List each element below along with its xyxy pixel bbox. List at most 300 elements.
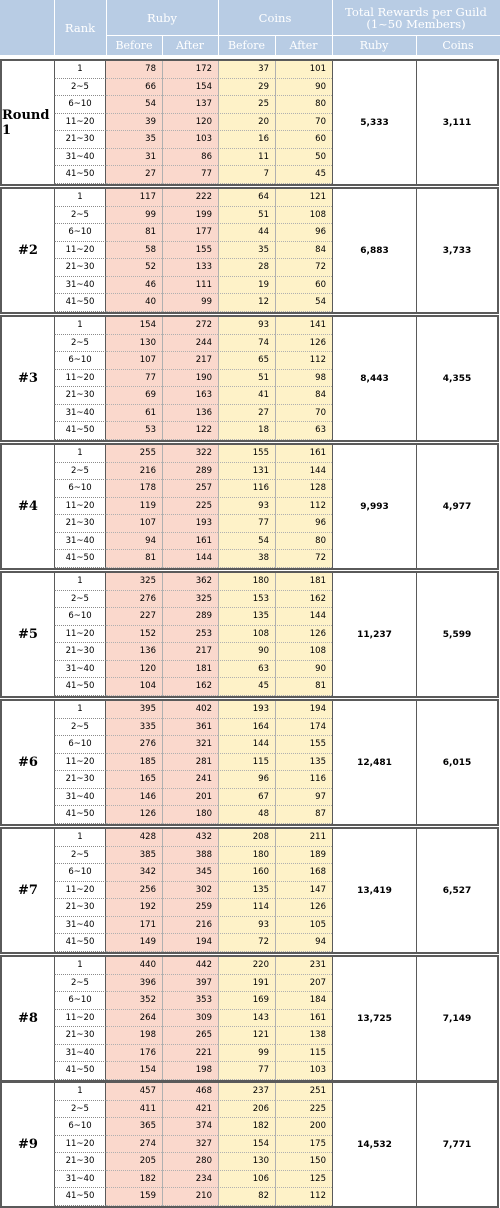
ruby-after-cell: 322 bbox=[162, 445, 218, 463]
total-coins-value: 4,355 bbox=[442, 373, 472, 384]
ruby-after-cell: 133 bbox=[162, 259, 218, 277]
ruby-before-cell: 61 bbox=[106, 405, 162, 423]
coins-after-cell: 200 bbox=[275, 1118, 332, 1136]
total-coins-value: 5,599 bbox=[442, 629, 472, 640]
coins-after-cell: 96 bbox=[275, 515, 332, 533]
column-divider bbox=[218, 829, 219, 952]
ruby-before-cell: 66 bbox=[106, 79, 162, 97]
ruby-before-cell: 35 bbox=[106, 131, 162, 149]
coins-before-cell: 25 bbox=[218, 96, 275, 114]
ruby-after-cell: 257 bbox=[162, 480, 218, 498]
coins-after-cell: 141 bbox=[275, 317, 332, 335]
round-block bbox=[0, 59, 500, 186]
coins-after-cell: 63 bbox=[275, 422, 332, 440]
header-coins-after: After bbox=[275, 36, 332, 55]
column-divider bbox=[275, 445, 276, 568]
ruby-after-cell: 281 bbox=[162, 754, 218, 772]
ruby-after-cell: 442 bbox=[162, 957, 218, 975]
ruby-after-cell: 468 bbox=[162, 1083, 218, 1101]
coins-after-cell: 138 bbox=[275, 1027, 332, 1045]
ruby-after-cell: 99 bbox=[162, 294, 218, 312]
ruby-before-cell: 54 bbox=[106, 96, 162, 114]
coins-after-cell: 125 bbox=[275, 1171, 332, 1189]
rank-cell: 31~40 bbox=[54, 917, 106, 935]
ruby-before-cell: 77 bbox=[106, 370, 162, 388]
coins-after-cell: 101 bbox=[275, 61, 332, 79]
header-rank: Rank bbox=[54, 0, 106, 55]
round-label: #5 bbox=[18, 627, 38, 642]
round-label: #8 bbox=[18, 1011, 38, 1026]
rank-cell: 2~5 bbox=[54, 79, 106, 97]
rank-cell: 21~30 bbox=[54, 515, 106, 533]
column-divider bbox=[218, 189, 219, 312]
column-divider bbox=[162, 829, 163, 952]
column-divider bbox=[218, 317, 219, 440]
round-block bbox=[0, 315, 500, 442]
rank-cell: 11~20 bbox=[54, 1136, 106, 1154]
coins-before-cell: 35 bbox=[218, 242, 275, 260]
coins-after-cell: 194 bbox=[275, 701, 332, 719]
total-coins-value: 3,733 bbox=[442, 245, 472, 256]
coins-after-cell: 161 bbox=[275, 1010, 332, 1028]
coins-before-cell: 135 bbox=[218, 882, 275, 900]
ruby-before-cell: 146 bbox=[106, 789, 162, 807]
ruby-before-cell: 185 bbox=[106, 754, 162, 772]
ruby-before-cell: 411 bbox=[106, 1101, 162, 1119]
coins-before-cell: 65 bbox=[218, 352, 275, 370]
round-label: #3 bbox=[18, 371, 38, 386]
coins-after-cell: 103 bbox=[275, 1062, 332, 1080]
coins-before-cell: 74 bbox=[218, 335, 275, 353]
ruby-before-cell: 152 bbox=[106, 626, 162, 644]
rank-cell: 41~50 bbox=[54, 550, 106, 568]
ruby-before-cell: 94 bbox=[106, 533, 162, 551]
coins-before-cell: 19 bbox=[218, 277, 275, 295]
round-label: #6 bbox=[18, 755, 38, 770]
coins-before-cell: 51 bbox=[218, 207, 275, 225]
round-block bbox=[0, 699, 500, 826]
rank-cell: 11~20 bbox=[54, 242, 106, 260]
ruby-after-cell: 222 bbox=[162, 189, 218, 207]
rank-cell: 31~40 bbox=[54, 1171, 106, 1189]
coins-before-cell: 154 bbox=[218, 1136, 275, 1154]
coins-before-cell: 90 bbox=[218, 643, 275, 661]
ruby-before-cell: 165 bbox=[106, 771, 162, 789]
ruby-after-cell: 289 bbox=[162, 463, 218, 481]
coins-before-cell: 108 bbox=[218, 626, 275, 644]
rank-cell: 11~20 bbox=[54, 754, 106, 772]
ruby-before-cell: 264 bbox=[106, 1010, 162, 1028]
coins-before-cell: 93 bbox=[218, 498, 275, 516]
ruby-after-cell: 162 bbox=[162, 678, 218, 696]
coins-after-cell: 189 bbox=[275, 847, 332, 865]
coins-after-cell: 45 bbox=[275, 166, 332, 184]
ruby-before-cell: 52 bbox=[106, 259, 162, 277]
ruby-after-cell: 221 bbox=[162, 1045, 218, 1063]
coins-after-cell: 108 bbox=[275, 207, 332, 225]
rank-cell: 21~30 bbox=[54, 643, 106, 661]
coins-after-cell: 168 bbox=[275, 864, 332, 882]
ruby-after-cell: 397 bbox=[162, 975, 218, 993]
rank-cell: 6~10 bbox=[54, 1118, 106, 1136]
coins-before-cell: 180 bbox=[218, 847, 275, 865]
rank-cell: 2~5 bbox=[54, 335, 106, 353]
coins-before-cell: 93 bbox=[218, 917, 275, 935]
coins-after-cell: 211 bbox=[275, 829, 332, 847]
rank-cell: 31~40 bbox=[54, 661, 106, 679]
coins-after-cell: 126 bbox=[275, 335, 332, 353]
total-ruby-value: 8,443 bbox=[360, 373, 389, 384]
ruby-before-cell: 205 bbox=[106, 1153, 162, 1171]
ruby-after-cell: 111 bbox=[162, 277, 218, 295]
ruby-after-cell: 136 bbox=[162, 405, 218, 423]
ruby-before-cell: 198 bbox=[106, 1027, 162, 1045]
ruby-before-cell: 46 bbox=[106, 277, 162, 295]
ruby-before-cell: 81 bbox=[106, 550, 162, 568]
ruby-before-cell: 40 bbox=[106, 294, 162, 312]
coins-after-cell: 80 bbox=[275, 96, 332, 114]
ruby-before-cell: 276 bbox=[106, 591, 162, 609]
coins-after-cell: 128 bbox=[275, 480, 332, 498]
coins-before-cell: 12 bbox=[218, 294, 275, 312]
rank-cell: 31~40 bbox=[54, 789, 106, 807]
round-block bbox=[0, 443, 500, 570]
ruby-after-cell: 388 bbox=[162, 847, 218, 865]
column-divider bbox=[162, 61, 163, 184]
round-label: #9 bbox=[18, 1137, 38, 1152]
rank-cell: 31~40 bbox=[54, 1045, 106, 1063]
coins-after-cell: 112 bbox=[275, 352, 332, 370]
rank-cell: 6~10 bbox=[54, 224, 106, 242]
coins-after-cell: 98 bbox=[275, 370, 332, 388]
coins-after-cell: 115 bbox=[275, 1045, 332, 1063]
ruby-before-cell: 120 bbox=[106, 661, 162, 679]
ruby-before-cell: 227 bbox=[106, 608, 162, 626]
rank-cell: 21~30 bbox=[54, 899, 106, 917]
ruby-after-cell: 402 bbox=[162, 701, 218, 719]
coins-before-cell: 96 bbox=[218, 771, 275, 789]
coins-after-cell: 94 bbox=[275, 934, 332, 952]
column-divider bbox=[275, 829, 276, 952]
coins-before-cell: 237 bbox=[218, 1083, 275, 1101]
ruby-after-cell: 137 bbox=[162, 96, 218, 114]
rank-cell: 1 bbox=[54, 317, 106, 335]
ruby-before-cell: 58 bbox=[106, 242, 162, 260]
rank-cell: 11~20 bbox=[54, 626, 106, 644]
ruby-after-cell: 265 bbox=[162, 1027, 218, 1045]
coins-before-cell: 38 bbox=[218, 550, 275, 568]
coins-before-cell: 206 bbox=[218, 1101, 275, 1119]
rank-cell: 11~20 bbox=[54, 370, 106, 388]
coins-after-cell: 50 bbox=[275, 149, 332, 167]
coins-after-cell: 72 bbox=[275, 550, 332, 568]
coins-before-cell: 63 bbox=[218, 661, 275, 679]
ruby-before-cell: 104 bbox=[106, 678, 162, 696]
ruby-after-cell: 172 bbox=[162, 61, 218, 79]
total-ruby-value: 5,333 bbox=[360, 117, 389, 128]
coins-before-cell: 48 bbox=[218, 806, 275, 824]
column-divider bbox=[275, 573, 276, 696]
ruby-before-cell: 182 bbox=[106, 1171, 162, 1189]
ruby-after-cell: 198 bbox=[162, 1062, 218, 1080]
ruby-after-cell: 325 bbox=[162, 591, 218, 609]
column-divider bbox=[275, 61, 276, 184]
round-block bbox=[0, 827, 500, 954]
rank-cell: 31~40 bbox=[54, 149, 106, 167]
ruby-after-cell: 374 bbox=[162, 1118, 218, 1136]
rank-cell: 1 bbox=[54, 573, 106, 591]
round-label: #4 bbox=[18, 499, 38, 514]
coins-before-cell: 77 bbox=[218, 1062, 275, 1080]
ruby-before-cell: 428 bbox=[106, 829, 162, 847]
rank-cell: 6~10 bbox=[54, 864, 106, 882]
coins-before-cell: 130 bbox=[218, 1153, 275, 1171]
coins-before-cell: 20 bbox=[218, 114, 275, 132]
coins-after-cell: 84 bbox=[275, 387, 332, 405]
coins-before-cell: 27 bbox=[218, 405, 275, 423]
rank-cell: 21~30 bbox=[54, 131, 106, 149]
ruby-before-cell: 117 bbox=[106, 189, 162, 207]
total-coins-value: 7,771 bbox=[442, 1139, 472, 1150]
rank-cell: 41~50 bbox=[54, 294, 106, 312]
coins-after-cell: 87 bbox=[275, 806, 332, 824]
header-total-ruby: Ruby bbox=[332, 36, 416, 55]
rank-cell: 21~30 bbox=[54, 387, 106, 405]
coins-before-cell: 93 bbox=[218, 317, 275, 335]
rank-cell: 11~20 bbox=[54, 498, 106, 516]
ruby-after-cell: 163 bbox=[162, 387, 218, 405]
coins-after-cell: 70 bbox=[275, 114, 332, 132]
coins-after-cell: 251 bbox=[275, 1083, 332, 1101]
rank-cell: 41~50 bbox=[54, 934, 106, 952]
coins-after-cell: 60 bbox=[275, 131, 332, 149]
rank-cell: 2~5 bbox=[54, 207, 106, 225]
column-divider bbox=[275, 189, 276, 312]
coins-before-cell: 220 bbox=[218, 957, 275, 975]
ruby-after-cell: 155 bbox=[162, 242, 218, 260]
ruby-before-cell: 99 bbox=[106, 207, 162, 225]
coins-before-cell: 7 bbox=[218, 166, 275, 184]
coins-before-cell: 77 bbox=[218, 515, 275, 533]
total-coins-value: 3,111 bbox=[442, 117, 472, 128]
coins-before-cell: 114 bbox=[218, 899, 275, 917]
coins-before-cell: 169 bbox=[218, 992, 275, 1010]
coins-after-cell: 175 bbox=[275, 1136, 332, 1154]
rank-cell: 6~10 bbox=[54, 608, 106, 626]
header-ruby-before: Before bbox=[106, 36, 162, 55]
ruby-before-cell: 149 bbox=[106, 934, 162, 952]
ruby-after-cell: 259 bbox=[162, 899, 218, 917]
coins-after-cell: 174 bbox=[275, 719, 332, 737]
header-coins-before: Before bbox=[218, 36, 275, 55]
round-block bbox=[0, 955, 500, 1082]
ruby-after-cell: 225 bbox=[162, 498, 218, 516]
ruby-after-cell: 216 bbox=[162, 917, 218, 935]
total-ruby-value: 11,237 bbox=[357, 629, 392, 640]
ruby-before-cell: 396 bbox=[106, 975, 162, 993]
column-divider bbox=[275, 701, 276, 824]
ruby-before-cell: 39 bbox=[106, 114, 162, 132]
ruby-before-cell: 352 bbox=[106, 992, 162, 1010]
coins-before-cell: 99 bbox=[218, 1045, 275, 1063]
header-total-coins: Coins bbox=[416, 36, 500, 55]
rank-cell: 31~40 bbox=[54, 405, 106, 423]
coins-before-cell: 44 bbox=[218, 224, 275, 242]
ruby-after-cell: 201 bbox=[162, 789, 218, 807]
coins-before-cell: 164 bbox=[218, 719, 275, 737]
rank-cell: 6~10 bbox=[54, 352, 106, 370]
column-divider bbox=[162, 957, 163, 1080]
ruby-after-cell: 122 bbox=[162, 422, 218, 440]
ruby-before-cell: 126 bbox=[106, 806, 162, 824]
coins-before-cell: 11 bbox=[218, 149, 275, 167]
rank-cell: 41~50 bbox=[54, 806, 106, 824]
rank-cell: 21~30 bbox=[54, 259, 106, 277]
coins-after-cell: 231 bbox=[275, 957, 332, 975]
total-coins-value: 7,149 bbox=[442, 1013, 472, 1024]
ruby-after-cell: 181 bbox=[162, 661, 218, 679]
ruby-after-cell: 154 bbox=[162, 79, 218, 97]
ruby-after-cell: 193 bbox=[162, 515, 218, 533]
rank-cell: 2~5 bbox=[54, 591, 106, 609]
rank-cell: 41~50 bbox=[54, 422, 106, 440]
coins-before-cell: 28 bbox=[218, 259, 275, 277]
coins-before-cell: 208 bbox=[218, 829, 275, 847]
coins-after-cell: 126 bbox=[275, 899, 332, 917]
rank-cell: 31~40 bbox=[54, 533, 106, 551]
rank-cell: 1 bbox=[54, 61, 106, 79]
coins-before-cell: 67 bbox=[218, 789, 275, 807]
total-ruby-value: 9,993 bbox=[360, 501, 389, 512]
header-ruby: Ruby bbox=[106, 0, 218, 36]
coins-before-cell: 143 bbox=[218, 1010, 275, 1028]
coins-after-cell: 155 bbox=[275, 736, 332, 754]
coins-after-cell: 144 bbox=[275, 463, 332, 481]
ruby-before-cell: 274 bbox=[106, 1136, 162, 1154]
coins-after-cell: 150 bbox=[275, 1153, 332, 1171]
coins-before-cell: 155 bbox=[218, 445, 275, 463]
coins-after-cell: 161 bbox=[275, 445, 332, 463]
coins-after-cell: 84 bbox=[275, 242, 332, 260]
coins-before-cell: 182 bbox=[218, 1118, 275, 1136]
coins-after-cell: 81 bbox=[275, 678, 332, 696]
coins-after-cell: 96 bbox=[275, 224, 332, 242]
ruby-after-cell: 253 bbox=[162, 626, 218, 644]
ruby-after-cell: 362 bbox=[162, 573, 218, 591]
coins-before-cell: 29 bbox=[218, 79, 275, 97]
column-divider bbox=[162, 573, 163, 696]
ruby-after-cell: 421 bbox=[162, 1101, 218, 1119]
ruby-after-cell: 234 bbox=[162, 1171, 218, 1189]
rank-cell: 1 bbox=[54, 957, 106, 975]
ruby-after-cell: 120 bbox=[162, 114, 218, 132]
ruby-after-cell: 272 bbox=[162, 317, 218, 335]
ruby-before-cell: 365 bbox=[106, 1118, 162, 1136]
ruby-before-cell: 178 bbox=[106, 480, 162, 498]
coins-after-cell: 54 bbox=[275, 294, 332, 312]
coins-before-cell: 18 bbox=[218, 422, 275, 440]
coins-before-cell: 191 bbox=[218, 975, 275, 993]
ruby-before-cell: 81 bbox=[106, 224, 162, 242]
ruby-after-cell: 86 bbox=[162, 149, 218, 167]
ruby-before-cell: 176 bbox=[106, 1045, 162, 1063]
ruby-before-cell: 136 bbox=[106, 643, 162, 661]
ruby-before-cell: 107 bbox=[106, 515, 162, 533]
ruby-before-cell: 192 bbox=[106, 899, 162, 917]
ruby-after-cell: 321 bbox=[162, 736, 218, 754]
coins-before-cell: 72 bbox=[218, 934, 275, 952]
rank-cell: 1 bbox=[54, 701, 106, 719]
total-ruby-value: 13,725 bbox=[357, 1013, 392, 1024]
coins-after-cell: 70 bbox=[275, 405, 332, 423]
ruby-after-cell: 345 bbox=[162, 864, 218, 882]
ruby-before-cell: 457 bbox=[106, 1083, 162, 1101]
column-divider bbox=[162, 445, 163, 568]
ruby-after-cell: 244 bbox=[162, 335, 218, 353]
column-divider bbox=[162, 1083, 163, 1206]
ruby-after-cell: 432 bbox=[162, 829, 218, 847]
ruby-before-cell: 31 bbox=[106, 149, 162, 167]
rank-cell: 21~30 bbox=[54, 1153, 106, 1171]
total-ruby-value: 12,481 bbox=[357, 757, 392, 768]
ruby-after-cell: 177 bbox=[162, 224, 218, 242]
rank-cell: 31~40 bbox=[54, 277, 106, 295]
ruby-before-cell: 130 bbox=[106, 335, 162, 353]
rank-cell: 1 bbox=[54, 829, 106, 847]
column-divider bbox=[275, 1083, 276, 1206]
ruby-after-cell: 199 bbox=[162, 207, 218, 225]
coins-after-cell: 90 bbox=[275, 661, 332, 679]
ruby-after-cell: 241 bbox=[162, 771, 218, 789]
ruby-before-cell: 69 bbox=[106, 387, 162, 405]
round-label: #7 bbox=[18, 883, 38, 898]
ruby-after-cell: 280 bbox=[162, 1153, 218, 1171]
coins-before-cell: 160 bbox=[218, 864, 275, 882]
coins-before-cell: 45 bbox=[218, 678, 275, 696]
coins-before-cell: 82 bbox=[218, 1188, 275, 1206]
ruby-before-cell: 395 bbox=[106, 701, 162, 719]
ruby-before-cell: 256 bbox=[106, 882, 162, 900]
coins-after-cell: 112 bbox=[275, 498, 332, 516]
rank-cell: 21~30 bbox=[54, 771, 106, 789]
column-divider bbox=[218, 445, 219, 568]
ruby-before-cell: 107 bbox=[106, 352, 162, 370]
coins-after-cell: 72 bbox=[275, 259, 332, 277]
ruby-after-cell: 194 bbox=[162, 934, 218, 952]
rank-cell: 2~5 bbox=[54, 975, 106, 993]
column-divider bbox=[218, 957, 219, 1080]
coins-after-cell: 97 bbox=[275, 789, 332, 807]
ruby-before-cell: 342 bbox=[106, 864, 162, 882]
column-divider bbox=[218, 61, 219, 184]
rank-cell: 1 bbox=[54, 445, 106, 463]
coins-after-cell: 116 bbox=[275, 771, 332, 789]
ruby-after-cell: 217 bbox=[162, 643, 218, 661]
ruby-after-cell: 210 bbox=[162, 1188, 218, 1206]
ruby-after-cell: 217 bbox=[162, 352, 218, 370]
coins-after-cell: 90 bbox=[275, 79, 332, 97]
ruby-after-cell: 309 bbox=[162, 1010, 218, 1028]
column-divider bbox=[162, 317, 163, 440]
rank-cell: 41~50 bbox=[54, 1188, 106, 1206]
coins-before-cell: 64 bbox=[218, 189, 275, 207]
ruby-before-cell: 27 bbox=[106, 166, 162, 184]
rank-cell: 41~50 bbox=[54, 678, 106, 696]
total-ruby-value: 13,419 bbox=[357, 885, 392, 896]
coins-after-cell: 225 bbox=[275, 1101, 332, 1119]
ruby-after-cell: 103 bbox=[162, 131, 218, 149]
ruby-after-cell: 361 bbox=[162, 719, 218, 737]
